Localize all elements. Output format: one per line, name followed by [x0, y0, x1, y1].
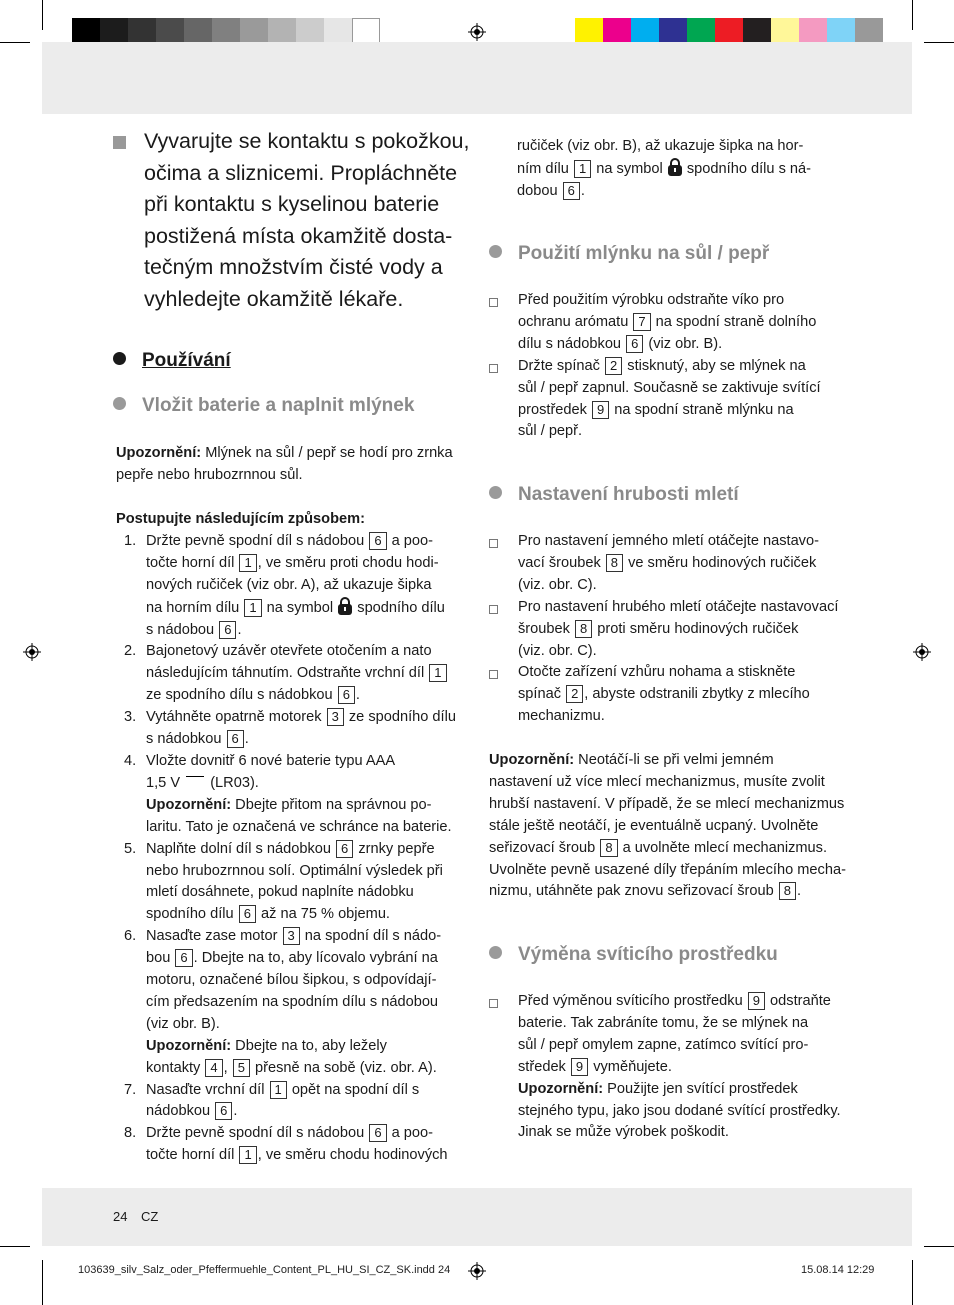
- crop-mark: [924, 1246, 954, 1247]
- crop-mark: [912, 1260, 913, 1305]
- bullet-icon: [489, 245, 502, 258]
- list-item: 3. Vytáhněte opatrně motorek 3 ze spodního dílu s nádobkou 6 .: [124, 709, 456, 748]
- crop-mark: [0, 1246, 30, 1247]
- nastaveni-note: Upozornění: Neotáčí-li se při velmi jemném nastavení už více mlecí mechanizmus, musíte zvolit hrubší nastavení. V případě, že se mlecí mechanizmus stále ještě neotáčí, je eventuálně ucpaný. Uvolněte seřizovací šroub 8 a uvolněte mlecí mechanizmus. Uvolněte pevně usazené díly třepáním mlecího mecha- nizmu, utáhněte pak znovu seřizovací šroub 8 .: [489, 752, 846, 900]
- heading-pouziti: Použití mlýnku na sůl / pepř: [489, 243, 769, 265]
- heading-vymena: Výměna svíticího prostředku: [489, 944, 778, 966]
- list-item: Před použitím výrobku odstraňte víko pro ochranu arómatu 7 na spodní straně dolního dílu s nádobkou 6 (viz obr. B).: [489, 290, 844, 356]
- registration-mark-icon: [468, 23, 486, 41]
- bullet-icon: [113, 397, 126, 410]
- list-item: 2. Bajonetový uzávěr otevřete otočením a nato následujícím táhnutím. Odstraňte vrchní díl 1 ze spodního dílu s nádobkou 6 .: [116, 641, 468, 707]
- slug-timestamp: 15.08.14 12:29: [801, 1264, 875, 1276]
- step8-continued: ručiček (viz obr. B), až ukazuje šipka na hor- ním dílu 1 na symbol spodního dílu s ná- dobou 6 .: [517, 138, 812, 199]
- page-language: CZ: [141, 1209, 159, 1224]
- crop-mark: [42, 0, 43, 30]
- dc-symbol-icon: [186, 776, 204, 785]
- list-item: 1. Držte pevně spodní díl s nádobou 6 a poo- točte horní díl 1 , ve směru proti chodu hodi- nových ručiček (viz obr. A), až ukazuje šipka na horním dílu 1 na symbol spodního dílu s nádobou 6 .: [124, 532, 445, 638]
- list-item: 4. Vložte dovnitř 6 nové baterie typu AAA 1,5 V (LR03). Upozornění: Dbejte přitom na správnou po- laritu. Tato je označená ve schránce na baterie.: [124, 752, 452, 835]
- crop-mark: [912, 0, 913, 30]
- crop-mark: [0, 42, 30, 43]
- nastaveni-list: [489, 531, 844, 728]
- steps-block: Postupujte následujícím způsobem: 1. Držte pevně spodní díl s nádobou 6 a poo- točte horní díl 1 , ve směru proti chodu hodi- nových ručiček (viz obr. A), až ukazuje šipka na horním dílu 1 na symbol spodního dílu s nádobou 6 . 2. Bajonetový uzávěr otevřete otočením a nato následujícím táhnutím. Odstraňte vrchní díl 1 ze spodního dílu s nádobkou 6 . 3. Vytáhněte opatrně motorek 3 ze spodního dílu s nádobkou 6 . 4. Vložte dovnitř 6 nové baterie typu AAA 1,5 V (LR03). Upozornění: Dbejte přitom na správnou po- laritu. Tato je označená ve schránce na baterie. 5. Naplňte dolní díl s nádobkou 6 zrnky pepře nebo hrubozrnnou solí. Optimální výsledek při mletí dosáhnete, pokud naplníte nádobku spodního dílu 6 až na 75 % objemu. 6. Nasaďte zase motor 3 na spodní díl s nádo- bou 6 . Dbejte na to, aby lícovalo vybrání na motoru, označené bílou šipkou, s odpovídají- cím předsazením na spodním dílu s nádobou (viz obr. B). Upozornění: Dbejte na to, aby ležely kontakty 4 , 5 přesně na sobě (viz. obr. A). 7. Nasaďte vrchní díl 1 opět na spodní díl s nádobkou 6 . 8. Držte pevně spodní díl s nádobou 6 a poo- točte horní díl 1 , ve směru chodu hodinových: [116, 509, 468, 1167]
- bullet-icon: [113, 352, 126, 365]
- list-item: 7. Nasaďte vrchní díl 1 opět na spodní díl s nádobkou 6 .: [124, 1081, 420, 1120]
- battery-warning: [113, 126, 473, 315]
- list-item: 8. Držte pevně spodní díl s nádobou 6 a poo- točte horní díl 1 , ve směru chodu hodinových: [124, 1125, 448, 1164]
- list-item: 6. Nasaďte zase motor 3 na spodní díl s nádo- bou 6 . Dbejte na to, aby lícovalo vybrání na motoru, označené bílou šipkou, s odpovídají- cím předsazením na spodním dílu s nádobou (viz obr. B). Upozornění: Dbejte na to, aby ležely kontakty 4 , 5 přesně na sobě (viz. obr. A).: [124, 928, 442, 1076]
- list-item: 5. Naplňte dolní díl s nádobkou 6 zrnky pepře nebo hrubozrnnou solí. Optimální výsledek při mletí dosáhnete, pokud naplníte nádobku spodního dílu 6 až na 75 % objemu.: [124, 840, 443, 923]
- crop-mark: [42, 1260, 43, 1305]
- registration-mark-icon: [913, 643, 931, 661]
- bullet-icon: [489, 946, 502, 959]
- heading-vlozit-baterie: Vložit baterie a naplnit mlýnek: [113, 395, 414, 417]
- list-item: Pro nastavení hrubého mletí otáčejte nastavovací šroubek 8 proti směru hodinových ručiček (viz. obr. C).: [489, 597, 844, 663]
- footer-band: [42, 1188, 912, 1246]
- registration-mark-icon: [468, 1262, 486, 1280]
- registration-mark-icon: [23, 643, 41, 661]
- lock-icon: [337, 597, 353, 615]
- lock-icon: [667, 158, 683, 176]
- list-item: Otočte zařízení vzhůru nohama a stiskněte spínač 2 , abyste odstranili zbytky z mlecího mechanizmu.: [489, 662, 844, 728]
- vymena-list: [489, 991, 844, 1144]
- left-note: Upozornění: Mlýnek na sůl / pepř se hodí pro zrnka pepře nebo hrubozrnnou sůl.: [116, 445, 453, 483]
- battery-warning-text: Vyvarujte se kontaktu s pokožkou, očima a sliznicemi. Propláchněte při kontaktu s kyselinou baterie postižená místa okamžitě dosta- tečným množstvím čisté vody a vyhledejte okamžitě lékaře.: [144, 129, 470, 311]
- bullet-icon: [489, 486, 502, 499]
- pouziti-list: [489, 290, 844, 443]
- list-item: Před výměnou svíticího prostředku 9 odstraňte baterie. Tak zabráníte tomu, že se mlýnek na sůl / pepř omylem zapne, zatímco svítící pro- středek 9 vyměňujete. Upozornění: Použijte jen svítící prostředek stejného typu, jako jsou dodané svítící prostředky. Jinak se může výrobek poškodit.: [489, 991, 844, 1144]
- steps-list: [116, 531, 468, 1167]
- heading-pouzivani: Používání: [113, 350, 231, 372]
- crop-mark: [924, 42, 954, 43]
- heading-nastaveni: Nastavení hrubosti mletí: [489, 484, 739, 506]
- square-bullet-icon: [113, 136, 126, 149]
- slug-filename: 103639_silv_Salz_oder_Pfeffermuehle_Content_PL_HU_SI_CZ_SK.indd 24: [78, 1264, 451, 1276]
- header-band: [42, 42, 912, 114]
- page-number: 24: [113, 1209, 128, 1224]
- list-item: Pro nastavení jemného mletí otáčejte nastavo- vací šroubek 8 ve směru hodinových ručiček (viz. obr. C).: [489, 531, 844, 597]
- list-item: Držte spínač 2 stisknutý, aby se mlýnek na sůl / pepř zapnul. Současně se zaktivuje svítící prostředek 9 na spodní straně mlýnku na sůl / pepř.: [489, 356, 844, 444]
